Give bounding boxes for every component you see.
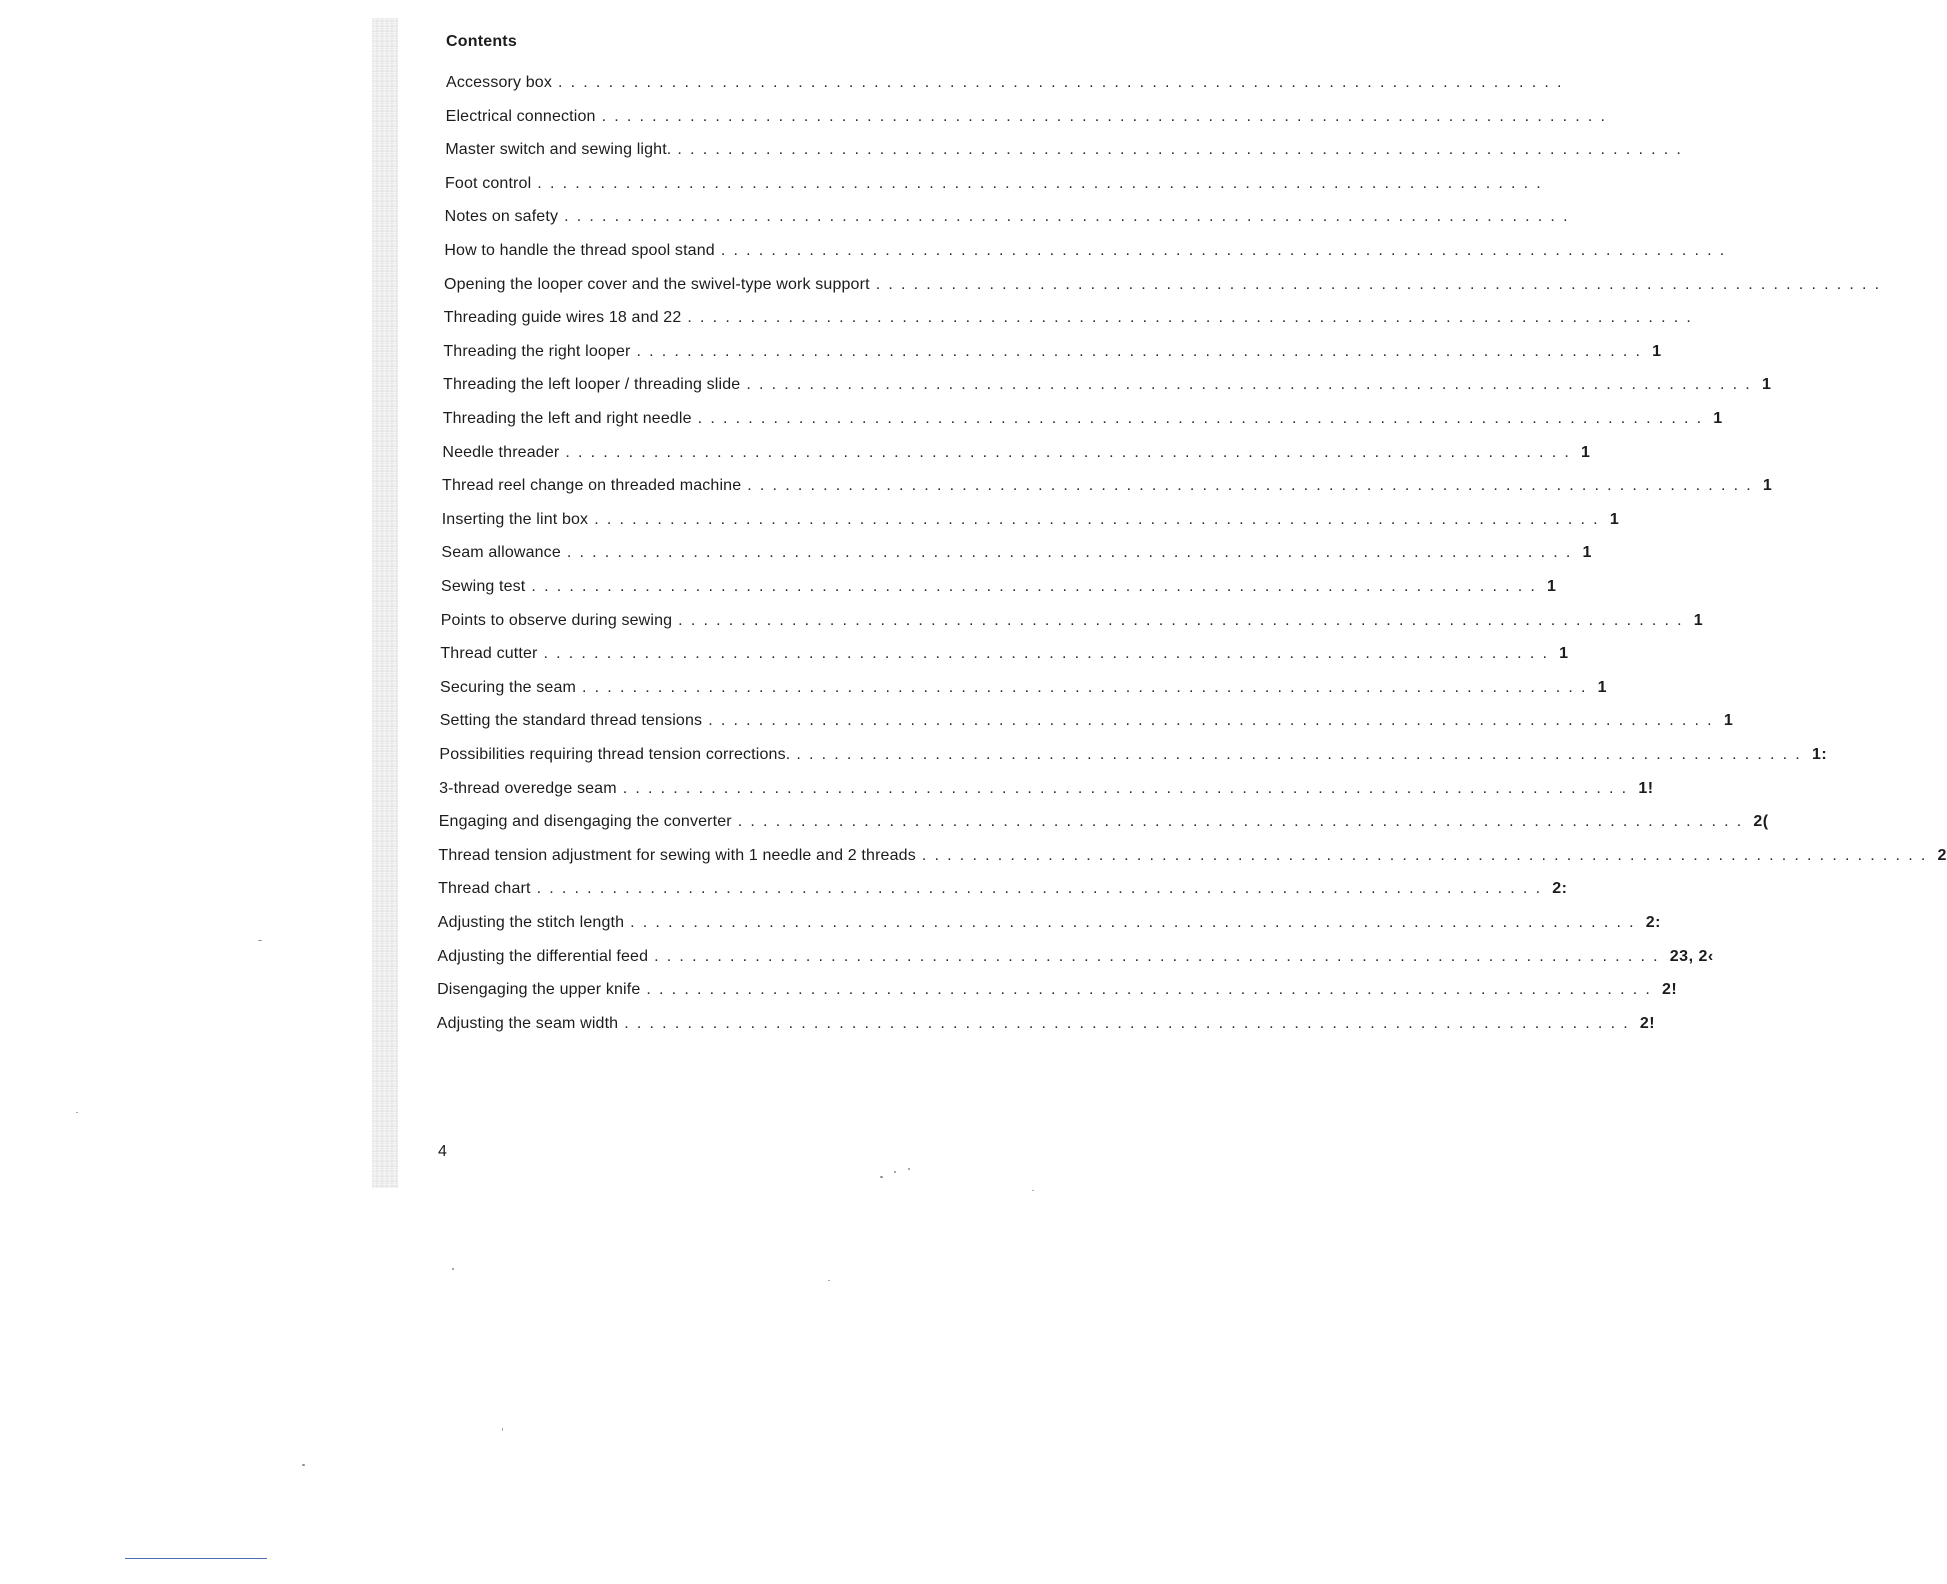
toc-entry-page: 1	[1580, 443, 1591, 461]
scan-speck	[908, 1168, 910, 1170]
toc-entry-page: 2	[1937, 846, 1947, 864]
toc-entry-title: Notes on safety	[444, 208, 559, 226]
toc-entry-page: 1	[1597, 678, 1608, 696]
toc-entry	[438, 808, 1769, 832]
toc-entry	[438, 875, 1568, 899]
toc-entry	[437, 909, 1661, 933]
toc-dot-leader: ................................................................................	[601, 107, 1614, 125]
scanned-binding-edge	[372, 18, 398, 1188]
toc-entry-page: 2(	[1753, 813, 1769, 831]
toc-dot-leader: ................................................................................	[564, 208, 1576, 226]
toc-entry-page: 1	[1693, 611, 1704, 629]
toc-entry	[439, 707, 1734, 731]
toc-entry-page: 1	[1723, 712, 1734, 730]
scan-speck	[828, 1280, 830, 1281]
toc-entry-title: Threading the left looper / threading slide	[443, 376, 741, 394]
toc-entry-title: Sewing test	[441, 578, 526, 595]
toc-entry	[444, 237, 1733, 261]
toc-entry-title: Thread tension adjustment for sewing with 1 needle and 2 threads	[438, 846, 916, 864]
toc-entry	[442, 405, 1723, 429]
toc-entry	[439, 741, 1828, 765]
toc-entry-title: Threading the left and right needle	[442, 410, 692, 427]
scan-speck	[502, 1428, 503, 1431]
toc-entry	[440, 674, 1608, 698]
toc-entry-page: 1	[1547, 578, 1557, 595]
toc-entry-title: Inserting the lint box	[441, 510, 589, 528]
toc-dot-leader: ................................................................................	[624, 1014, 1636, 1032]
page-number: 4	[438, 1143, 447, 1160]
toc-dot-leader: ................................................................................	[737, 813, 1750, 831]
toc-entry-title: Thread cutter	[440, 645, 538, 663]
toc-entry-title: Seam allowance	[441, 544, 561, 562]
toc-entry-title: How to handle the thread spool stand	[444, 242, 715, 259]
toc-dot-leader: ................................................................................	[566, 544, 1579, 562]
toc-entry-title: Adjusting the differential feed	[437, 947, 649, 965]
toc-entry-page: 1	[1761, 376, 1772, 394]
toc-entry	[441, 539, 1592, 563]
toc-entry-title: Engaging and disengaging the converter	[438, 813, 732, 831]
toc-entry-title: Thread chart	[438, 880, 531, 898]
toc-dot-leader: ................................................................................	[582, 678, 1594, 696]
toc-entry-page: 1	[1582, 544, 1592, 562]
toc-dot-leader: ................................................................................	[687, 309, 1700, 327]
toc-dot-leader: ................................................................................	[747, 477, 1759, 495]
toc-entry-title: Setting the standard thread tensions	[439, 712, 703, 730]
toc-entry-title: Accessory box	[446, 74, 552, 91]
scan-speck	[452, 1268, 454, 1270]
toc-entry-title: Disengaging the upper knife	[437, 981, 641, 999]
toc-entry	[440, 640, 1569, 664]
toc-dot-leader: ................................................................................	[654, 947, 1666, 965]
toc-entry	[437, 943, 1714, 967]
toc-entry	[437, 976, 1678, 1000]
toc-entry	[439, 775, 1654, 799]
toc-dot-leader: ................................................................................	[536, 880, 1549, 898]
toc-entry	[442, 439, 1591, 463]
toc-dot-leader: ................................................................................	[677, 141, 1690, 159]
contents-heading: Contents	[446, 33, 517, 50]
toc-entry-page: 1	[1713, 410, 1723, 427]
toc-entry	[436, 1010, 1656, 1034]
toc-entry	[444, 203, 1576, 227]
scan-speck	[258, 940, 262, 941]
scan-speck	[76, 1112, 78, 1113]
toc-dot-leader: ................................................................................	[678, 611, 1690, 629]
toc-entry-page: 1	[1762, 477, 1773, 495]
bottom-rule	[125, 1558, 267, 1559]
toc-dot-leader: ................................................................................	[746, 376, 1758, 394]
toc-entry-page: 2:	[1552, 880, 1568, 898]
toc-entry-title: Threading the right looper	[443, 342, 631, 360]
toc-entry-title: Adjusting the stitch length	[437, 914, 625, 931]
toc-entry-title: Foot control	[445, 174, 532, 192]
toc-dot-leader: ................................................................................	[646, 981, 1659, 999]
toc-dot-leader: ................................................................................	[543, 645, 1556, 663]
scan-speck	[1032, 1190, 1034, 1191]
toc-entry	[441, 506, 1620, 530]
toc-entry	[443, 371, 1772, 395]
toc-entry	[443, 338, 1662, 362]
toc-entry-title: Adjusting the seam width	[436, 1014, 619, 1032]
scan-speck	[302, 1464, 305, 1466]
toc-entry-page: 2!	[1662, 981, 1678, 999]
toc-dot-leader: ................................................................................	[594, 510, 1606, 528]
toc-entry	[443, 304, 1700, 328]
toc-entry	[445, 136, 1690, 160]
toc-dot-leader: ................................................................................	[622, 779, 1635, 797]
toc-entry-title: Master switch and sewing light.	[445, 141, 672, 159]
toc-dot-leader: ................................................................................	[531, 578, 1544, 595]
toc-dot-leader: ................................................................................	[537, 174, 1549, 192]
toc-entry-page: 1!	[1638, 779, 1654, 797]
toc-dot-leader: ................................................................................	[697, 410, 1710, 427]
toc-entry-title: Threading guide wires 18 and 22	[443, 309, 682, 327]
toc-entry-page: 2:	[1645, 914, 1661, 931]
toc-entry-page: 1	[1559, 645, 1569, 663]
toc-entry-title: Thread reel change on threaded machine	[442, 477, 742, 495]
table-of-contents	[436, 69, 1947, 1049]
toc-dot-leader: ................................................................................	[720, 242, 1733, 259]
toc-entry	[442, 472, 1773, 496]
toc-entry	[441, 573, 1557, 597]
toc-dot-leader: ................................................................................	[558, 74, 1570, 91]
toc-dot-leader: ................................................................................	[636, 342, 1649, 360]
toc-entry	[445, 103, 1614, 127]
toc-dot-leader: ................................................................................	[796, 746, 1808, 763]
toc-entry-title: Electrical connection	[445, 107, 596, 125]
toc-entry	[438, 842, 1947, 866]
toc-entry-title: Opening the looper cover and the swivel-type work support	[444, 275, 870, 293]
toc-entry-page: 1	[1609, 510, 1620, 528]
toc-entry	[445, 170, 1549, 194]
toc-entry	[446, 69, 1570, 93]
toc-entry-title: Needle threader	[442, 443, 560, 461]
toc-dot-leader: ................................................................................	[630, 914, 1642, 931]
toc-dot-leader: ................................................................................	[565, 443, 1577, 461]
toc-entry-title: Possibilities requiring thread tension corrections.	[439, 746, 791, 763]
scan-speck	[894, 1171, 896, 1173]
toc-entry	[444, 271, 1888, 295]
toc-entry-page: 1:	[1811, 746, 1828, 763]
toc-dot-leader: ................................................................................	[921, 846, 1934, 864]
toc-entry-title: Points to observe during sewing	[440, 611, 673, 629]
toc-entry-page: 23, 2‹	[1669, 947, 1714, 965]
toc-entry-page: 1	[1652, 342, 1662, 360]
toc-entry-page: 2!	[1639, 1014, 1656, 1032]
scan-speck	[880, 1176, 883, 1178]
toc-dot-leader: ................................................................................	[875, 275, 1888, 293]
toc-entry	[440, 607, 1704, 631]
toc-entry-title: 3-thread overedge seam	[439, 779, 617, 797]
toc-dot-leader: ................................................................................	[708, 712, 1720, 730]
toc-entry-title: Securing the seam	[440, 678, 577, 696]
